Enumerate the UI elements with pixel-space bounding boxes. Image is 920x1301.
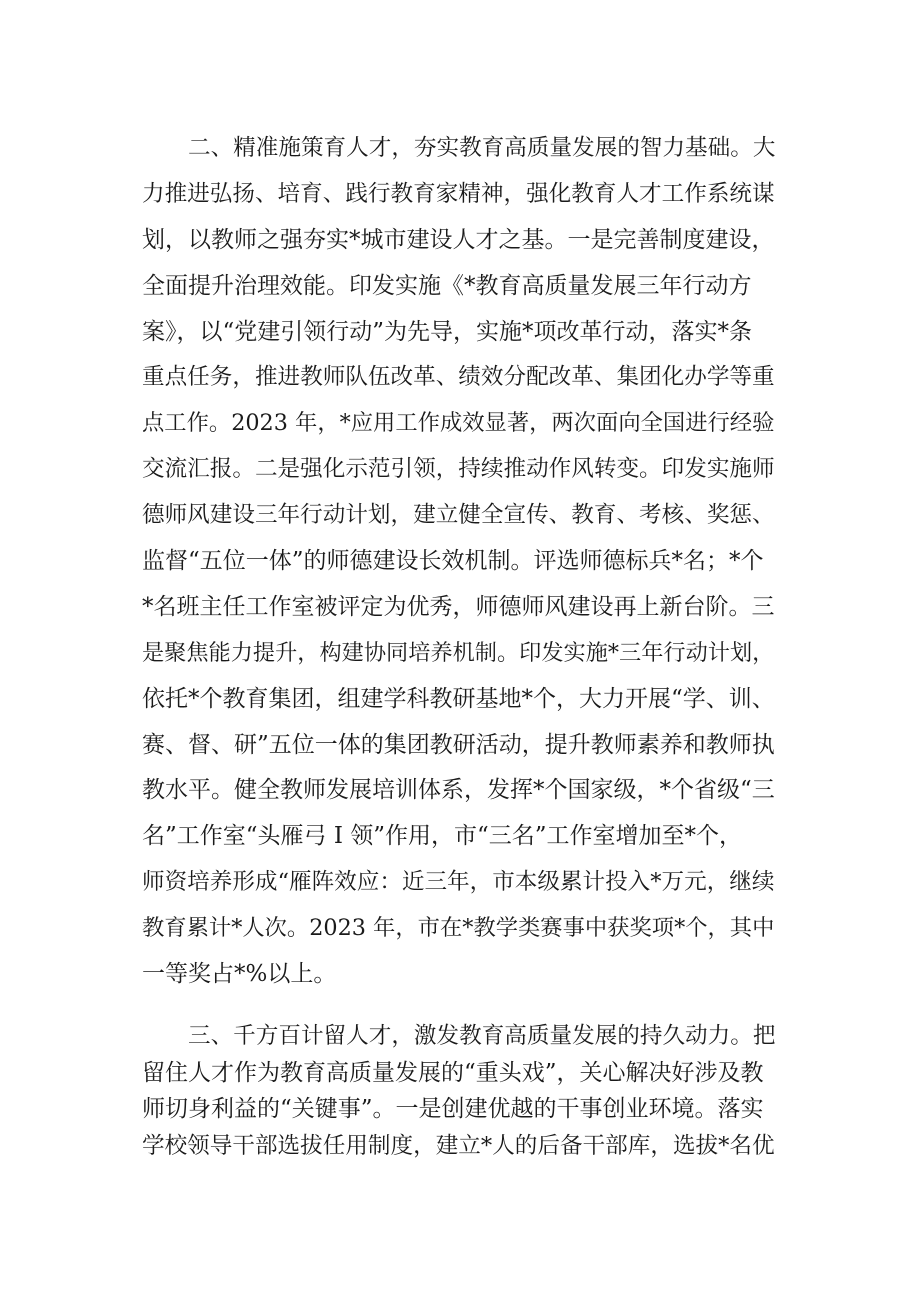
paragraph-line: 点工作。2023 年，*应用工作成效显著，两次面向全国进行经验 <box>142 410 775 437</box>
paragraph-line: 师切身利益的“关键事”。一是创建优越的干事创业环境。落实 <box>142 1096 764 1122</box>
paragraph-talent-cultivation <box>142 126 775 998</box>
paragraph-line: 德师风建设三年行动计划，建立健全宣传、教育、考核、奖惩、 <box>142 502 775 529</box>
paragraph-line: 全面提升治理效能。印发实施《*教育高质量发展三年行动方 <box>142 272 752 299</box>
paragraph-line: 名”工作室“头雁弓 I 领”作用，市“三名”工作室增加至*个， <box>142 823 742 850</box>
paragraph-line: 留住人才作为教育高质量发展的“重头戏”，关心解决好涉及教 <box>142 1059 764 1086</box>
paragraph-line: *名班主任工作室被评定为优秀，师德师风建设再上新台阶。三 <box>142 593 775 620</box>
paragraph-line: 二、精准施策育人才，夯实教育高质量发展的智力基础。大 <box>188 135 776 161</box>
paragraph-line: 交流汇报。二是强化示范引领，持续推动作风转变。印发实施师 <box>142 456 775 483</box>
paragraph-line: 学校领导干部选拔任用制度，建立*人的后备干部库，选拔*名优 <box>142 1132 775 1159</box>
paragraph-line: 三、千方百计留人才，激发教育高质量发展的持久动力。把 <box>188 1023 776 1049</box>
paragraph-line: 师资培养形成“雁阵效应：近三年，市本级累计投入*万元，继续 <box>142 869 775 896</box>
paragraph-line: 力推进弘扬、培育、践行教育家精神，强化教育人才工作系统谋 <box>142 180 775 207</box>
paragraph-line: 重点任务，推进教师队伍改革、绩效分配改革、集团化办学等重 <box>142 364 775 391</box>
paragraph-line: 监督“五位一体”的师德建设长效机制。评选师德标兵*名；*个 <box>142 548 764 575</box>
paragraph-line: 一等奖占*%以上。 <box>142 961 337 988</box>
paragraph-line: 赛、督、研”五位一体的集团教研活动，提升教师素养和教师执 <box>142 731 775 758</box>
paragraph-line: 依托*个教育集团，组建学科教研基地*个，大力开展“学、训、 <box>142 685 775 712</box>
paragraph-line: 划，以教师之强夯实*城市建设人才之基。一是完善制度建设， <box>142 226 775 253</box>
paragraph-line: 教育累计*人次。2023 年，市在*教学类赛事中获奖项*个，其中 <box>142 915 775 942</box>
paragraph-line: 是聚焦能力提升，构建协同培养机制。印发实施*三年行动计划， <box>142 639 775 666</box>
paragraph-line: 教水平。健全教师发展培训体系，发挥*个国家级，*个省级“三 <box>142 777 775 804</box>
paragraph-talent-retention <box>142 1018 775 1164</box>
paragraph-line: 案》，以“党建引领行动”为先导，实施*项改革行动，落实*条 <box>142 318 753 345</box>
